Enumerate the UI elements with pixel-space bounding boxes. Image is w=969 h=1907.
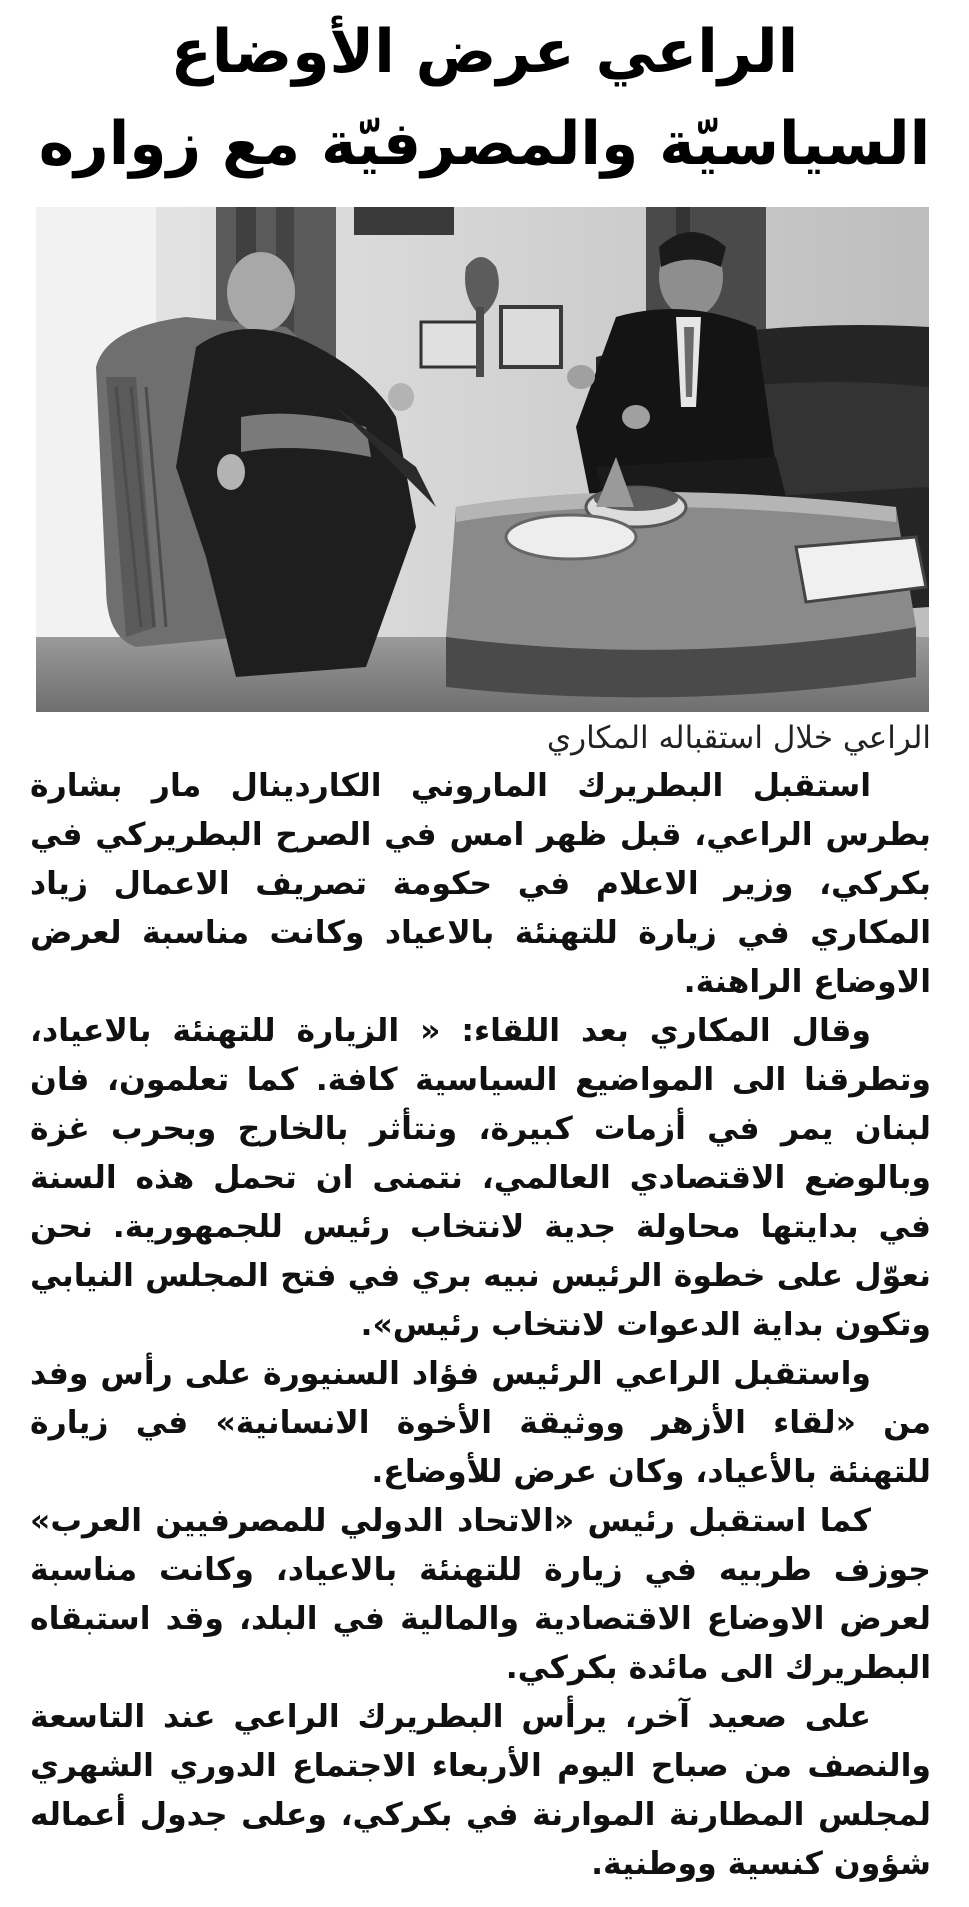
photo-meeting-icon — [36, 207, 929, 712]
photo-caption: الراعي خلال استقباله المكاري — [546, 720, 931, 756]
headline-line-1: الراعي عرض الأوضاع — [170, 17, 799, 87]
news-photo — [36, 207, 929, 712]
paragraph-4: كما استقبل رئيس «الاتحاد الدولي للمصرفيين العرب» جوزف طربيه في زيارة للتهنئة بالاعياد، وكانت مناسبة لعرض الاوضاع الاقتصادية والمالية في البلد، وقد استبقاه البطريرك الى مائدة بكركي. — [30, 1503, 931, 1686]
paragraph-5: على صعيد آخر، يرأس البطريرك الراعي عند التاسعة والنصف من صباح اليوم الأربعاء الاجتماع الدوري الشهري لمجلس المطارنة الموارنة في بكركي، وعلى جدول أعماله شؤون كنسية ووطنية. — [30, 1699, 931, 1882]
paragraph-2: وقال المكاري بعد اللقاء: « الزيارة للتهنئة بالاعياد، وتطرقنا الى المواضيع السياسية كافة. كما تعلمون، فان لبنان يمر في أزمات كبيرة، ونتأثر بالخارج وبحرب غزة وبالوضع الاقتصادي العالمي، نتمنى ان تحمل هذه السنة في بدايتها محاولة جدية لانتخاب رئيس للجمهورية. نحن نعوّل على خطوة الرئيس نبيه بري في فتح المجلس النيابي وتكون بداية الدعوات لانتخاب رئيس». — [30, 1013, 931, 1343]
article-body — [30, 762, 931, 1889]
headline-line-2: السياسيّة والمصرفيّة مع زواره — [38, 109, 931, 179]
paragraph-1: استقبل البطريرك الماروني الكاردينال مار بشارة بطرس الراعي، قبل ظهر امس في الصرح البطريركي في بكركي، وزير الاعلام في حكومة تصريف الاعمال زياد المكاري في زيارة للتهنئة بالاعياد وكانت مناسبة لعرض الاوضاع الراهنة. — [30, 768, 931, 1000]
headline — [30, 6, 939, 190]
paragraph-3: واستقبل الراعي الرئيس فؤاد السنيورة على رأس وفد من «لقاء الأزهر ووثيقة الأخوة الانسانية» في زيارة للتهنئة بالأعياد، وكان عرض للأوضاع. — [30, 1356, 931, 1490]
